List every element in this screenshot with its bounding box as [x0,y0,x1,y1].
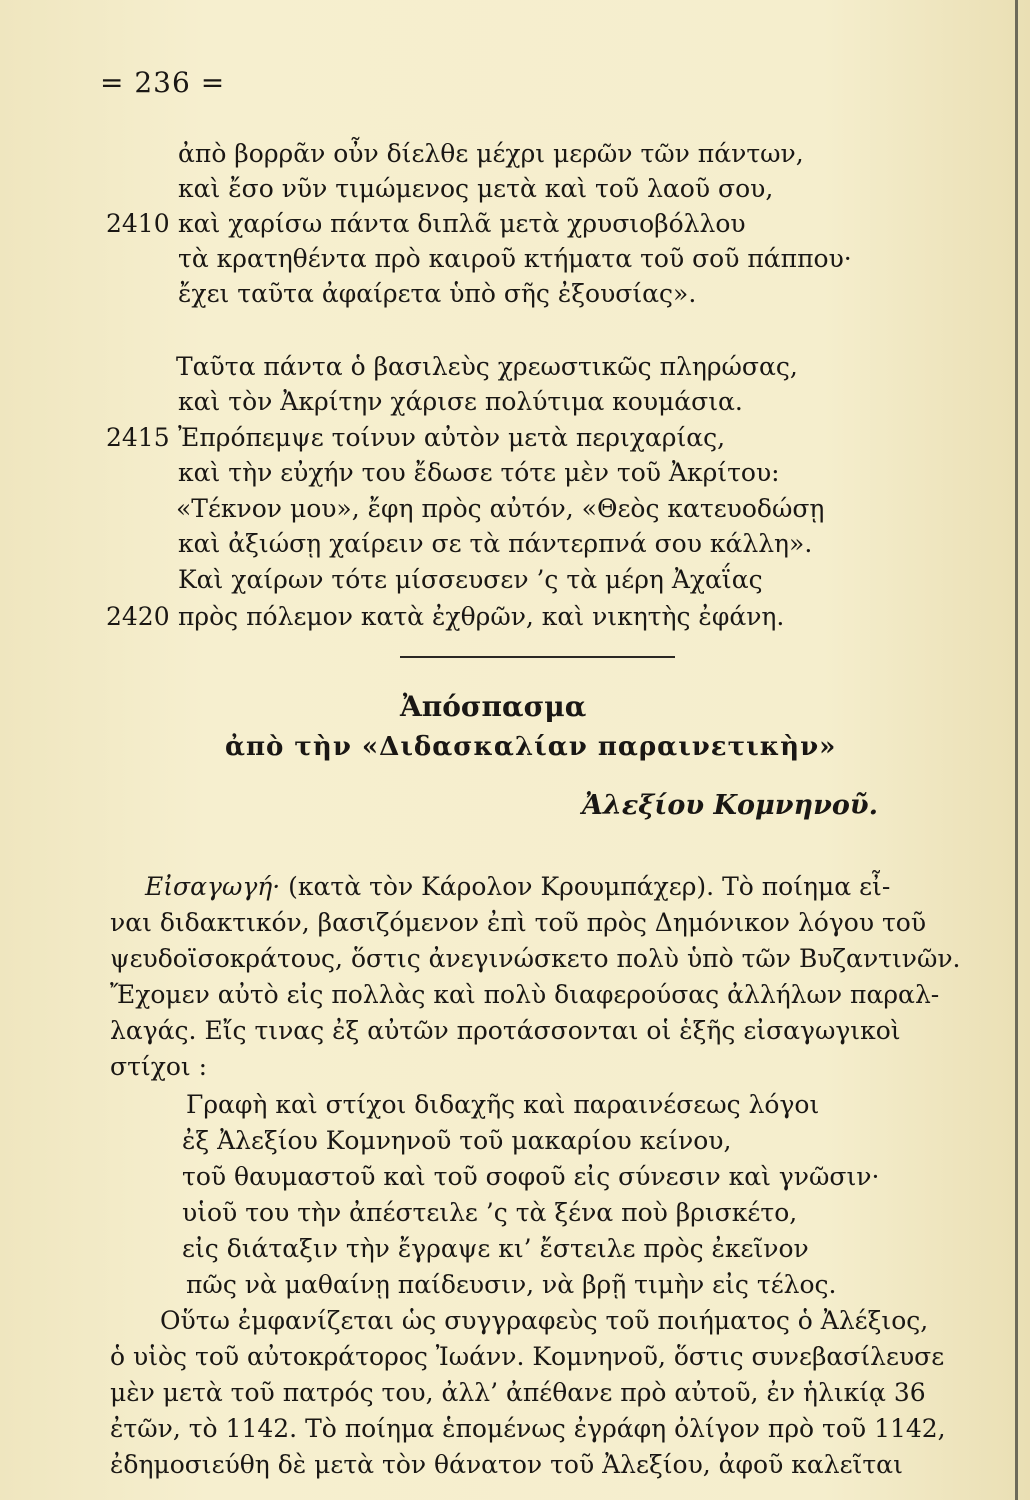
verse-line: καὶ ἀξιώσῃ χαίρειν σε τὰ πάντερπνά σου κάλλη». [178,529,813,558]
quoted-verse-line: ἐξ Ἀλεξίου Κομνηνοῦ τοῦ μακαρίου κείνου, [182,1126,732,1155]
quoted-verse-line: πῶς νὰ μαθαίνῃ παίδευσιν, νὰ βρῇ τιμὴν εἰς τέλος. [186,1270,837,1299]
paragraph-line: ὁ υἱὸς τοῦ αὐτοκράτορος Ἰωάνν. Κομνηνοῦ, ὅστις συνεβασίλευσε [110,1342,945,1371]
paragraph-line: λαγάς. Εἴς τινας ἐξ αὐτῶν προτάσσονται οἱ ἑξῆς εἰσαγωγικοὶ [110,1016,901,1045]
verse-line: καὶ ἔσο νῦν τιμώμενος μετὰ καὶ τοῦ λαοῦ σου, [178,174,774,203]
line-number: 2410 [106,209,170,238]
line-number: 2420 [106,602,170,631]
section-author: Ἀλεξίου Κομνηνοῦ. [582,790,878,821]
paragraph-line: Οὕτω ἐμφανίζεται ὡς συγγραφεὺς τοῦ ποιήματος ὁ Ἀλέξιος, [160,1306,929,1335]
line-number: 2415 [106,423,170,452]
section-divider [400,656,675,658]
paragraph-line: στίχοι : [110,1052,208,1081]
verse-line: καὶ τὴν εὐχήν του ἔδωσε τότε μὲν τοῦ Ἀκρίτου: [178,458,780,487]
paragraph-line: μὲν μετὰ τοῦ πατρός του, ἀλλ’ ἀπέθανε πρὸ αὐτοῦ, ἐν ἡλικίᾳ 36 [110,1378,926,1407]
paragraph-line: ναι διδακτικόν, βασιζόμενον ἐπὶ τοῦ πρὸς Δημόνικον λόγου τοῦ [110,908,927,937]
intro-label: Εἰσαγωγή· [145,872,281,901]
quoted-verse-line: Γραφὴ καὶ στίχοι διδαχῆς καὶ παραινέσεως λόγοι [186,1090,820,1119]
paragraph-line: ἐτῶν, τὸ 1142. Τὸ ποίημα ἑπομένως ἐγράφη ὀλίγον πρὸ τοῦ 1142, [110,1414,946,1443]
page-number: = 236 = [100,66,226,99]
paragraph-line: ἐδημοσιεύθη δὲ μετὰ τὸν θάνατον τοῦ Ἀλεξίου, ἀφοῦ καλεῖται [110,1450,903,1479]
verse-line: Καὶ χαίρων τότε μίσσευσεν ’ς τὰ μέρη Ἀχαΐας [178,565,763,594]
verse-line: Ἐπρόπεμψε τοίνυν αὐτὸν μετὰ περιχαρίας, [178,423,726,452]
verse-line: καὶ χαρίσω πάντα διπλᾶ μετὰ χρυσιοβόλλου [178,209,746,238]
intro-first-line [145,870,890,904]
verse-line: Ταῦτα πάντα ὁ βασιλεὺς χρεωστικῶς πληρώσας, [176,352,798,381]
intro-first-line-text: (κατὰ τὸν Κάρολον Κρουμπάχερ). Τὸ ποίημα εἶ- [280,872,891,901]
verse-line: καὶ τὸν Ἀκρίτην χάρισε πολύτιμα κουμάσια. [178,387,743,416]
quoted-verse-line: υἱοῦ του τὴν ἀπέστειλε ’ς τὰ ξένα ποὺ βρισκέτο, [182,1198,798,1227]
verse-line: ἔχει ταῦτα ἀφαίρετα ὑπὸ σῆς ἐξουσίας». [178,279,697,308]
paragraph-line: ψευδοϊσοκράτους, ὅστις ἀνεγινώσκετο πολὺ ὑπὸ τῶν Βυζαντινῶν. [110,944,961,973]
quoted-verse-line: τοῦ θαυμαστοῦ καὶ τοῦ σοφοῦ εἰς σύνεσιν καὶ γνῶσιν· [182,1162,880,1191]
verse-line: «Τέκνον μου», ἔφη πρὸς αὐτόν, «Θεὸς κατευοδώσῃ [176,494,825,523]
paragraph-line: Ἔχομεν αὐτὸ εἰς πολλὰς καὶ πολὺ διαφερούσας ἀλλήλων παραλ- [110,980,940,1009]
section-subtitle: ἀπὸ τὴν «Διδασκαλίαν παραινετικὴν» [225,732,837,762]
section-title: Ἀπόσπασμα [400,690,587,723]
verse-line: τὰ κρατηθέντα πρὸ καιροῦ κτήματα τοῦ σοῦ πάππου· [178,244,852,273]
verse-line: πρὸς πόλεμον κατὰ ἐχθρῶν, καὶ νικητὴς ἐφάνη. [178,602,785,631]
page-edge-shadow [1015,0,1018,1500]
quoted-verse-line: εἰς διάταξιν τὴν ἔγραψε κι’ ἔστειλε πρὸς ἐκεῖνον [182,1234,809,1263]
verse-line: ἀπὸ βορρᾶν οὖν δίελθε μέχρι μερῶν τῶν πάντων, [178,139,804,168]
